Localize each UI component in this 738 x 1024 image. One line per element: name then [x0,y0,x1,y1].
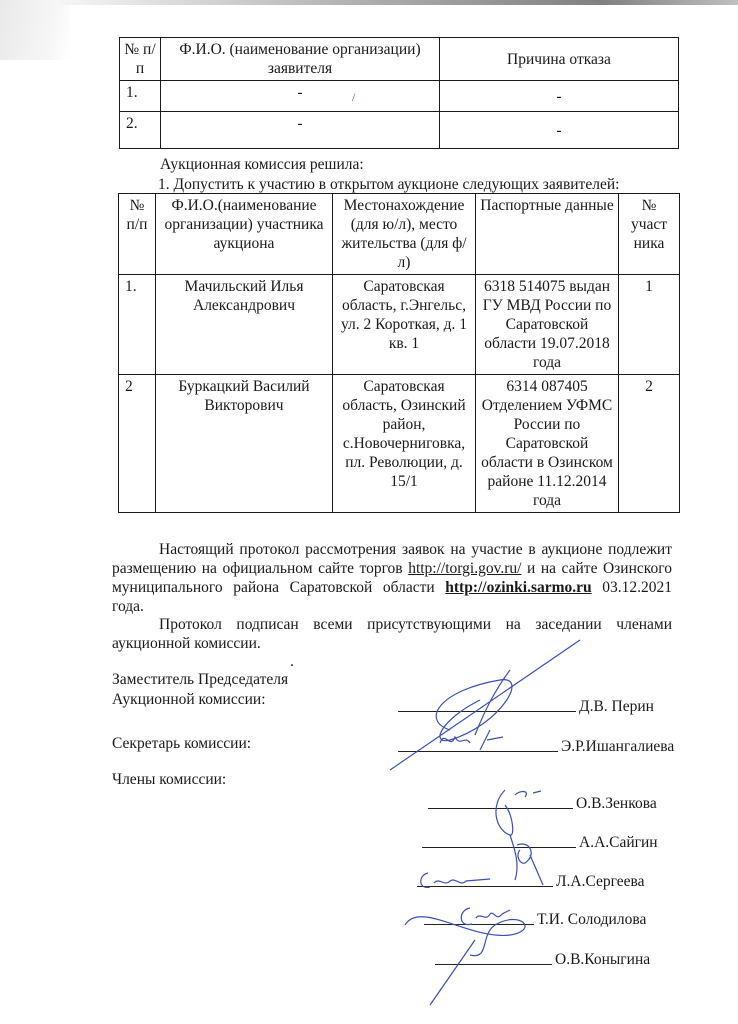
member-signature-row [428,794,657,813]
participant-passport: 6318 514075 выдан ГУ МВД России по Саратовской области 19.07.2018 года [476,275,619,375]
applicant-name: - [161,81,440,112]
col-header-number: № п/п [119,194,156,275]
signature-line [417,885,553,887]
row-number: 1. [119,275,156,375]
signed-note-paragraph [112,615,672,653]
rejected-applicants-table [119,37,679,149]
admitted-participants-table [118,193,680,513]
scan-shadow-top [60,0,738,5]
signature-line [398,750,558,752]
member-name: Т.И. Солодилова [537,911,647,928]
row-number: 1. [120,81,161,112]
col-header-participant: Ф.И.О.(наименование организации) участника аукциона [156,194,333,275]
table-row [120,81,679,112]
members-label: Члены комиссии: [112,771,227,788]
rejection-reason: - [440,81,679,112]
member-signature-row [422,833,658,852]
signature-line [424,923,534,925]
member-name: О.В.Коныгина [555,951,651,968]
col-header-applicant: Ф.И.О. (наименование организации) заявителя [161,38,440,81]
publication-text: и на сайте Озинского муниципального района Саратовской области [112,560,672,596]
member-name: Л.А.Сергеева [556,873,645,890]
participant-name: Мачильский Илья Александрович [156,275,333,375]
member-signature-row [424,910,646,929]
decision-intro: Аукционная комиссия решила: [160,156,364,173]
signature-line [435,963,552,965]
col-header-participant-number: № участ ника [619,194,680,275]
ozinki-link[interactable]: http://ozinki.sarmo.ru [445,579,592,596]
row-number: 2 [119,375,156,513]
participant-number: 1 [619,275,680,375]
row-number: 2. [120,112,161,149]
col-header-number: № п/п [120,38,161,81]
decision-item-1: 1. Допустить к участию в открытом аукционе следующих заявителей: [158,176,620,193]
ink-mark: / [352,90,356,104]
table-row [120,112,679,149]
col-header-reason: Причина отказа [440,38,679,81]
participant-passport: 6314 087405 Отделением УФМС России по Саратовской области в Озинском районе 11.12.2014 года [476,375,619,513]
secretary-signature-row [398,737,674,756]
signature-line [428,807,573,809]
secretary-name: Э.Р.Ишангалиева [561,738,675,755]
member-signature-row [435,950,650,969]
participant-name: Буркацкий Василий Викторович [156,375,333,513]
signature-line [422,846,576,848]
deputy-chair-label-1: Заместитель Председателя [112,671,289,688]
member-signature-row [417,872,645,891]
table-header-row [119,194,680,275]
participant-address: Саратовская область, Озинский район, с.Новочерниговка, пл. Революции, д. 15/1 [333,375,476,513]
member-name: А.А.Сайгин [579,834,658,851]
rejection-reason: - [440,112,679,149]
signature-line [398,710,576,712]
participant-number: 2 [619,375,680,513]
deputy-chair-label-2: Аукционной комиссии: [112,691,266,708]
stray-dot: . [290,653,294,670]
deputy-chair-name: Д.В. Перин [579,698,654,715]
applicant-name: - [161,112,440,149]
deputy-chair-signature-row [398,697,654,716]
scan-shadow-left [0,0,70,60]
col-header-address: Местонахождение (для ю/л), место жительства (для ф/л) [333,194,476,275]
member-name: О.В.Зенкова [576,795,657,812]
publication-date: 03.12.2021 года. [112,579,672,615]
table-row [119,275,680,375]
torgi-link[interactable]: http://torgi.gov.ru/ [408,560,522,577]
col-header-passport: Паспортные данные [476,194,619,275]
publication-text: Настоящий протокол рассмотрения заявок на участие в аукционе подлежит размещению на официальном сайте торгов [112,541,672,577]
participant-address: Саратовская область, г.Энгельс, ул. 2 Короткая, д. 1 кв. 1 [333,275,476,375]
table-row [119,375,680,513]
signed-note: Протокол подписан всеми присутствующими на заседании членами аукционной комиссии. [112,616,672,652]
secretary-label: Секретарь комиссии: [112,735,252,752]
publication-paragraph [112,540,672,616]
table-header-row [120,38,679,81]
